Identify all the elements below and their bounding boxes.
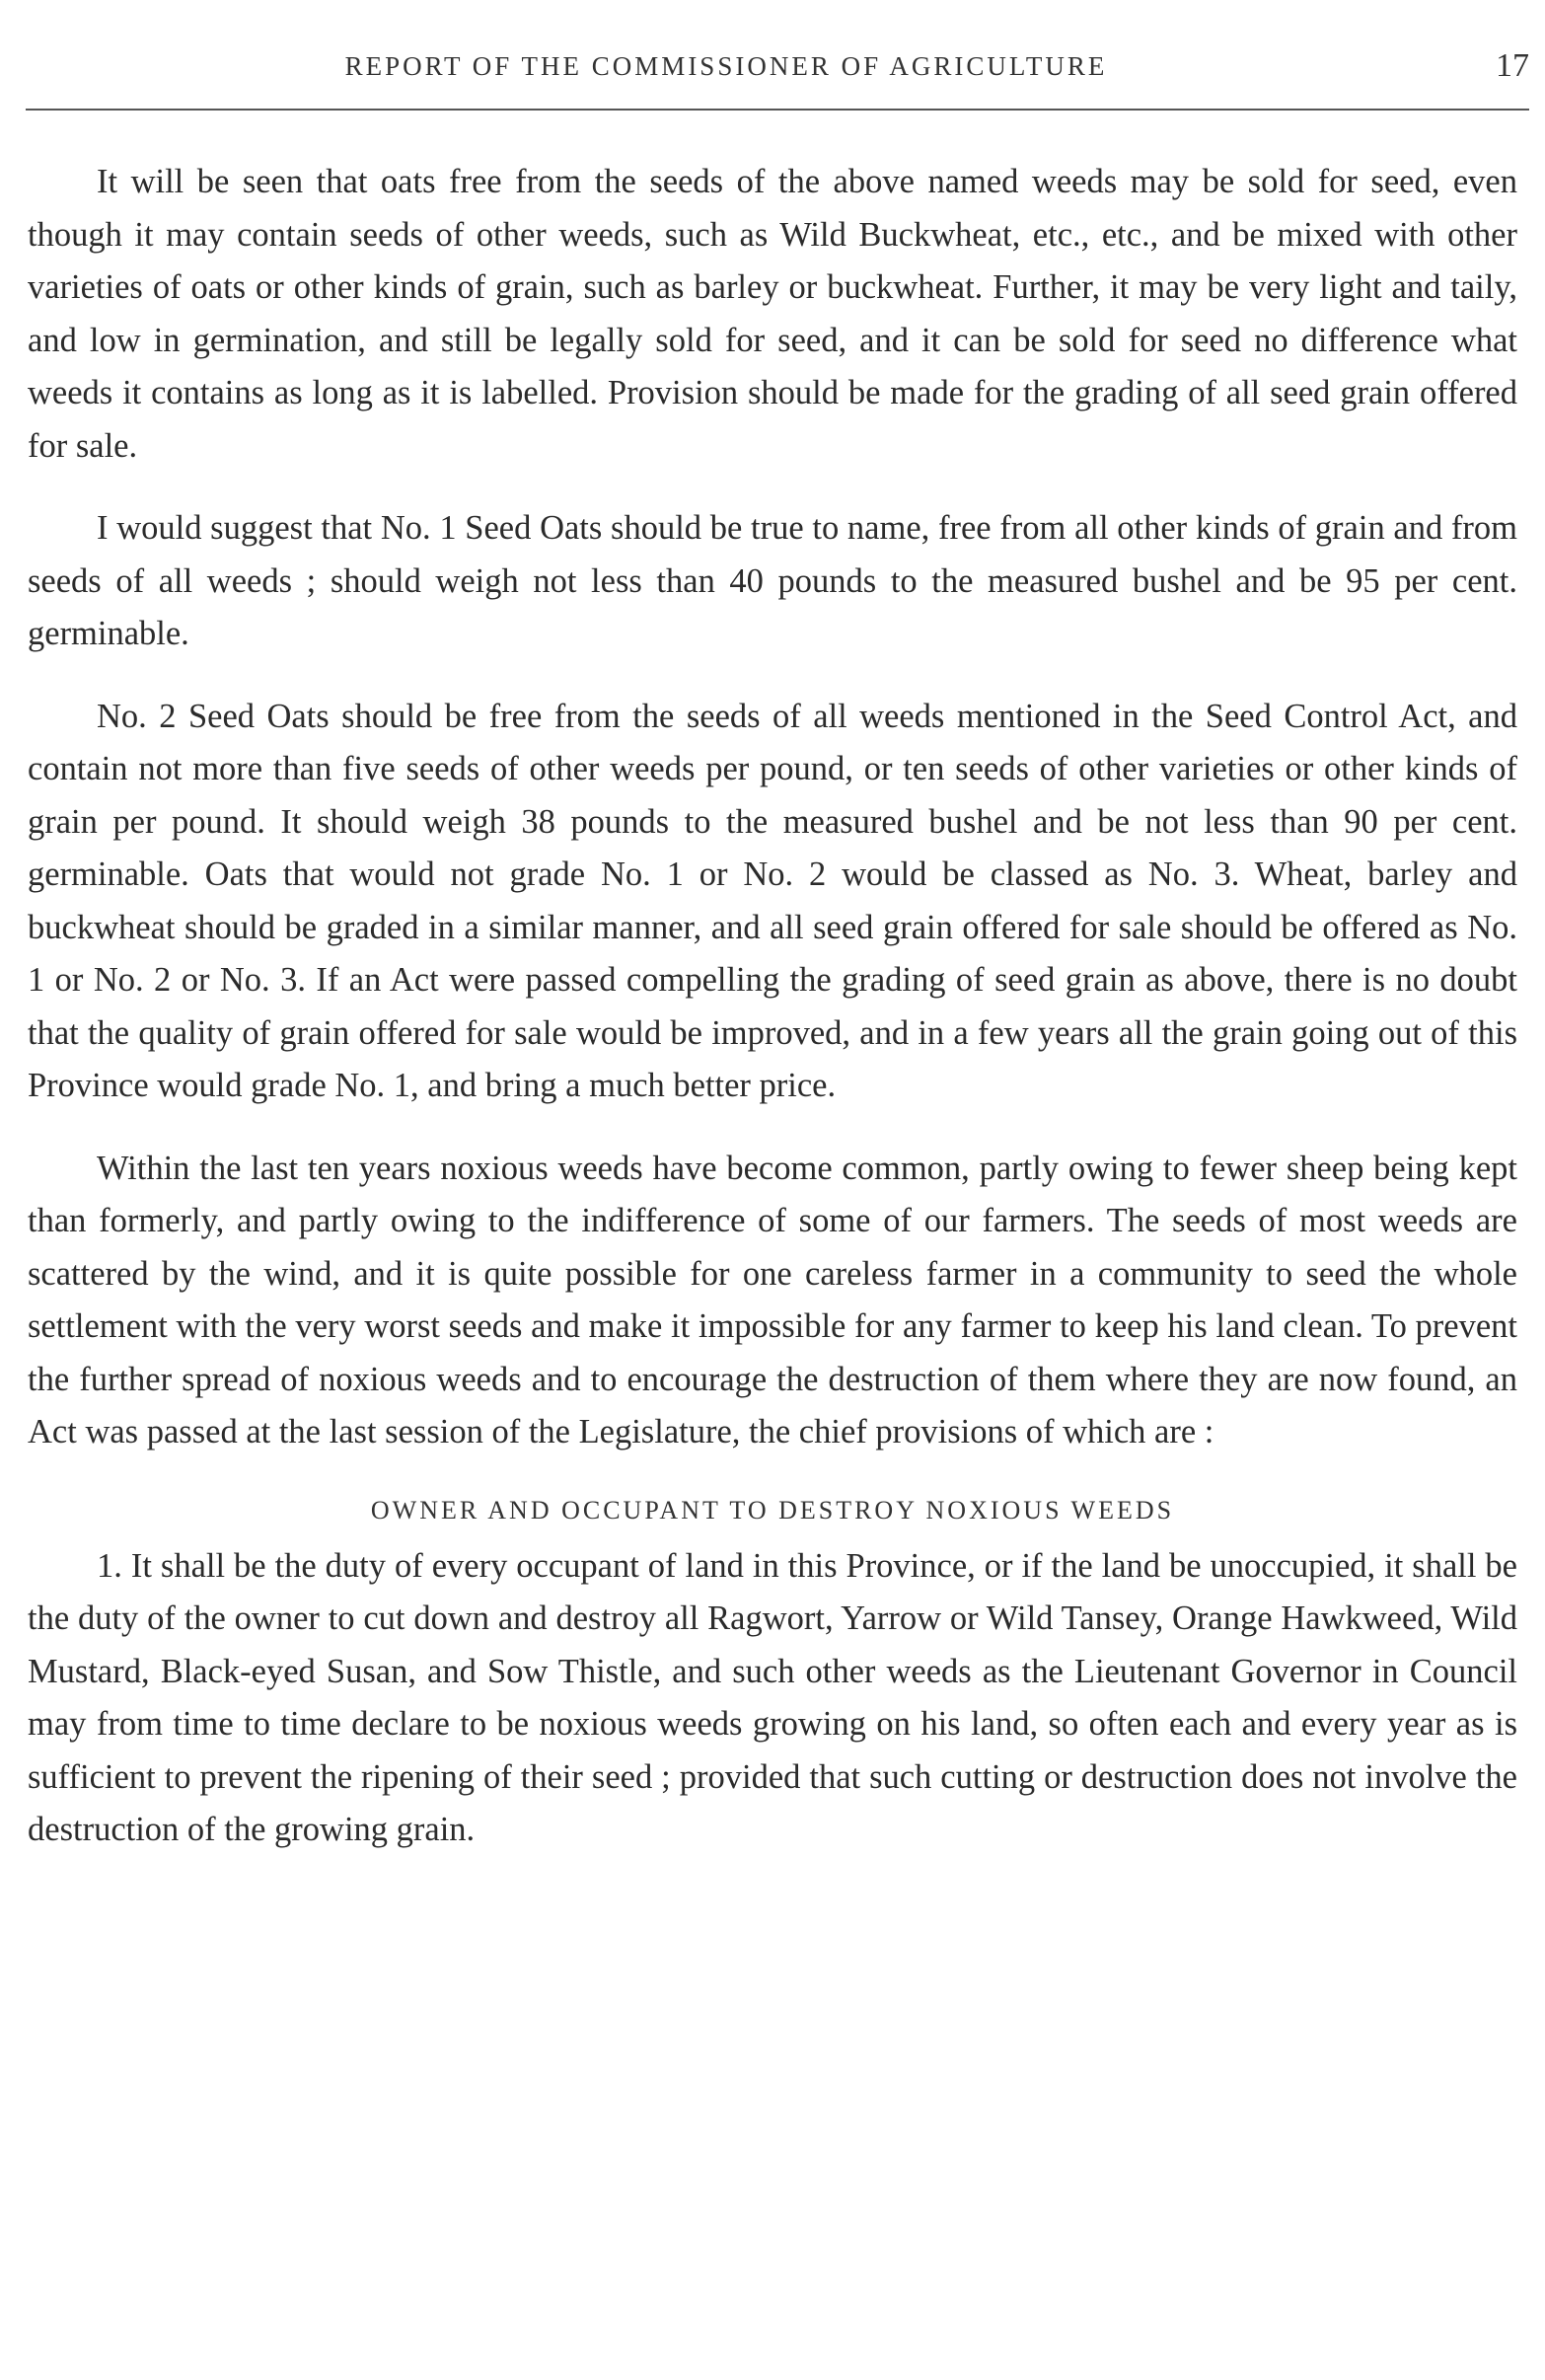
page-number: 17: [1496, 47, 1529, 84]
paragraph-no1-seed-oats: I would suggest that No. 1 Seed Oats should be true to name, free from all other kinds of grain and from seeds of all weeds ; should weigh not less than 40 pounds to the measured bushel and be 95 per cent. germinable.: [28, 509, 1517, 652]
clause-1: 1. It shall be the duty of every occupant of land in this Province, or if the land be unoccupied, it shall be the duty of the owner to cut down and destroy all Ragwort, Yarrow or Wild Tansey, Orange Hawkweed, Wild Mustard, Black-eyed Susan, and Sow Thistle, and such other weeds as the Lieutenant Governor in Council may from time to time declare to be noxious weeds growing on his land, so often each and every year as is sufficient to prevent the ripening of their seed ; provided that such cutting or destruction does not involve the destruction of the growing grain.: [28, 1546, 1517, 1848]
section-heading: OWNER AND OCCUPANT TO DESTROY NOXIOUS WEEDS: [370, 1495, 1175, 1525]
paragraph-no2-seed-oats: No. 2 Seed Oats should be free from the seeds of all weeds mentioned in the Seed Control Act, and contain not more than five seeds of other weeds per pound, or ten seeds of other varieties or other kinds of grain per pound. It should weigh 38 pounds to the measured bushel and be not less than 90 per cent. germinable. Oats that would not grade No. 1 or No. 2 would be classed as No. 3. Wheat, barley and buckwheat should be graded in a similar manner, and all seed grain offered for sale should be offered as No. 1 or No. 2 or No. 3. If an Act were passed compelling the grading of seed grain as above, there is no doubt that the quality of grain offered for sale would be improved, and in a few years all the grain going out of this Province would grade No. 1, and bring a much better price.: [28, 697, 1517, 1104]
paragraph-noxious-weeds: Within the last ten years noxious weeds have become common, partly owing to fewer sheep being kept than formerly, and partly owing to the indifference of some of our farmers. The seeds of most weeds are scattered by the wind, and it is quite possible for one careless farmer in a community to seed the whole settlement with the very worst seeds and make it impossible for any farmer to keep his land clean. To prevent the further spread of noxious weeds and to encourage the destruction of them where they are now found, an Act was passed at the last session of the Legislature, the chief provisions of which are :: [28, 1149, 1517, 1450]
running-title: REPORT OF THE COMMISSIONER OF AGRICULTURE: [344, 51, 1108, 81]
paragraph-oats-seed-sale: It will be seen that oats free from the seeds of the above named weeds may be sold for seed, even though it may contain seeds of other weeds, such as Wild Buckwheat, etc., etc., and be mixed with other varieties of oats or other kinds of grain, such as barley or buckwheat. Further, it may be very light and taily, and low in germination, and still be legally sold for seed, and it can be sold for seed no difference what weeds it contains as long as it is labelled. Provision should be made for the grading of all seed grain offered for sale.: [28, 163, 1517, 465]
body-text: [28, 156, 1517, 1857]
header-rule: [26, 109, 1529, 111]
running-head: [26, 43, 1529, 93]
